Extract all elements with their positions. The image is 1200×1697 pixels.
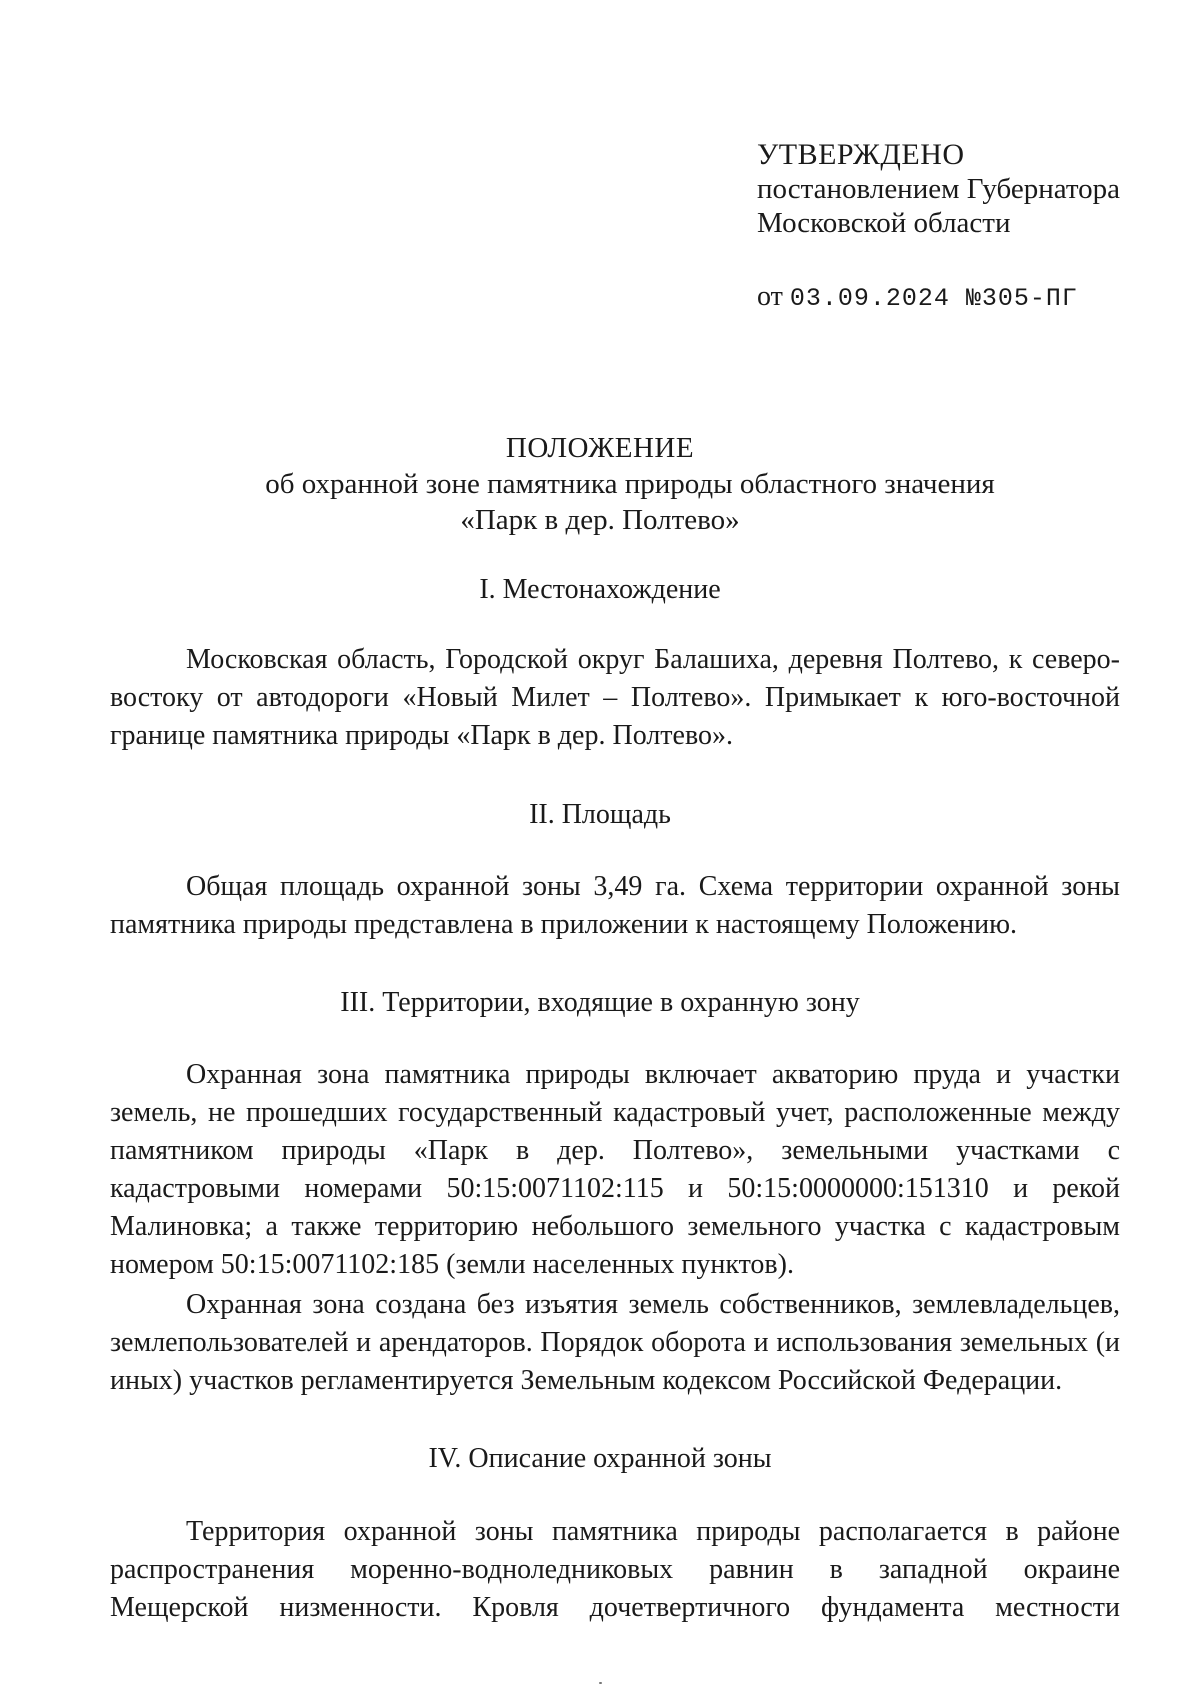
section-title-territories: III. Территории, входящие в охранную зону [340,987,860,1018]
approval-line-2: Московской области [757,207,1011,239]
document-subtitle: об охранной зоне памятника природы областного значения [265,468,995,500]
scan-speck [599,1682,602,1684]
document-object-name: «Парк в дер. Полтево» [460,504,740,536]
approval-date-line [757,280,1120,316]
document-title: ПОЛОЖЕНИЕ [505,432,695,464]
section-description-paragraph: Территория охранной зоны памятника природы располагается в районе распространения моренно-водноледниковых равнин в западной окраине Мещерской низменности. Кровля дочетвертичного фундамента местности [110,1516,1120,1623]
approval-title: УТВЕРЖДЕНО [757,138,965,171]
section-area-paragraph: Общая площадь охранной зоны 3,49 га. Схема территории охранной зоны памятника природы представлена в приложении к настоящему Положению. [110,871,1120,940]
section-title-area: II. Площадь [529,799,671,830]
section-location-paragraph: Московская область, Городской округ Балашиха, деревня Полтево, к северо-востоку от автодороги «Новый Милет – Полтево». Примыкает к юго-восточной границе памятника природы «Парк в дер. Полтево». [110,644,1120,751]
approval-date-stamp: 03.09.2024 №305-ПГ [789,284,1078,313]
section-territories-paragraph-2: Охранная зона создана без изъятия земель собственников, землевладельцев, землепользователей и арендаторов. Порядок оборота и использования земельных (и иных) участков регламентируется Земельным кодексом Российской Федерации. [110,1289,1120,1396]
section-title-location: I. Местонахождение [479,574,721,605]
section-territories-paragraph-1: Охранная зона памятника природы включает акваторию пруда и участки земель, не прошедших государственный кадастровый учет, расположенные между памятником природы «Парк в дер. Полтево», земельными участками с кадастровыми номерами 50:15:0071102:115 и 50:15:0000000:151310 и рекой Малиновка; а также территорию небольшого земельного участка с кадастровым номером 50:15:0071102:185 (земли населенных пунктов). [110,1059,1120,1280]
approval-block [757,138,1120,316]
approval-date-prefix: от [757,281,783,312]
section-title-description: IV. Описание охранной зоны [428,1443,772,1474]
approval-line-1: постановлением Губернатора [757,173,1121,205]
